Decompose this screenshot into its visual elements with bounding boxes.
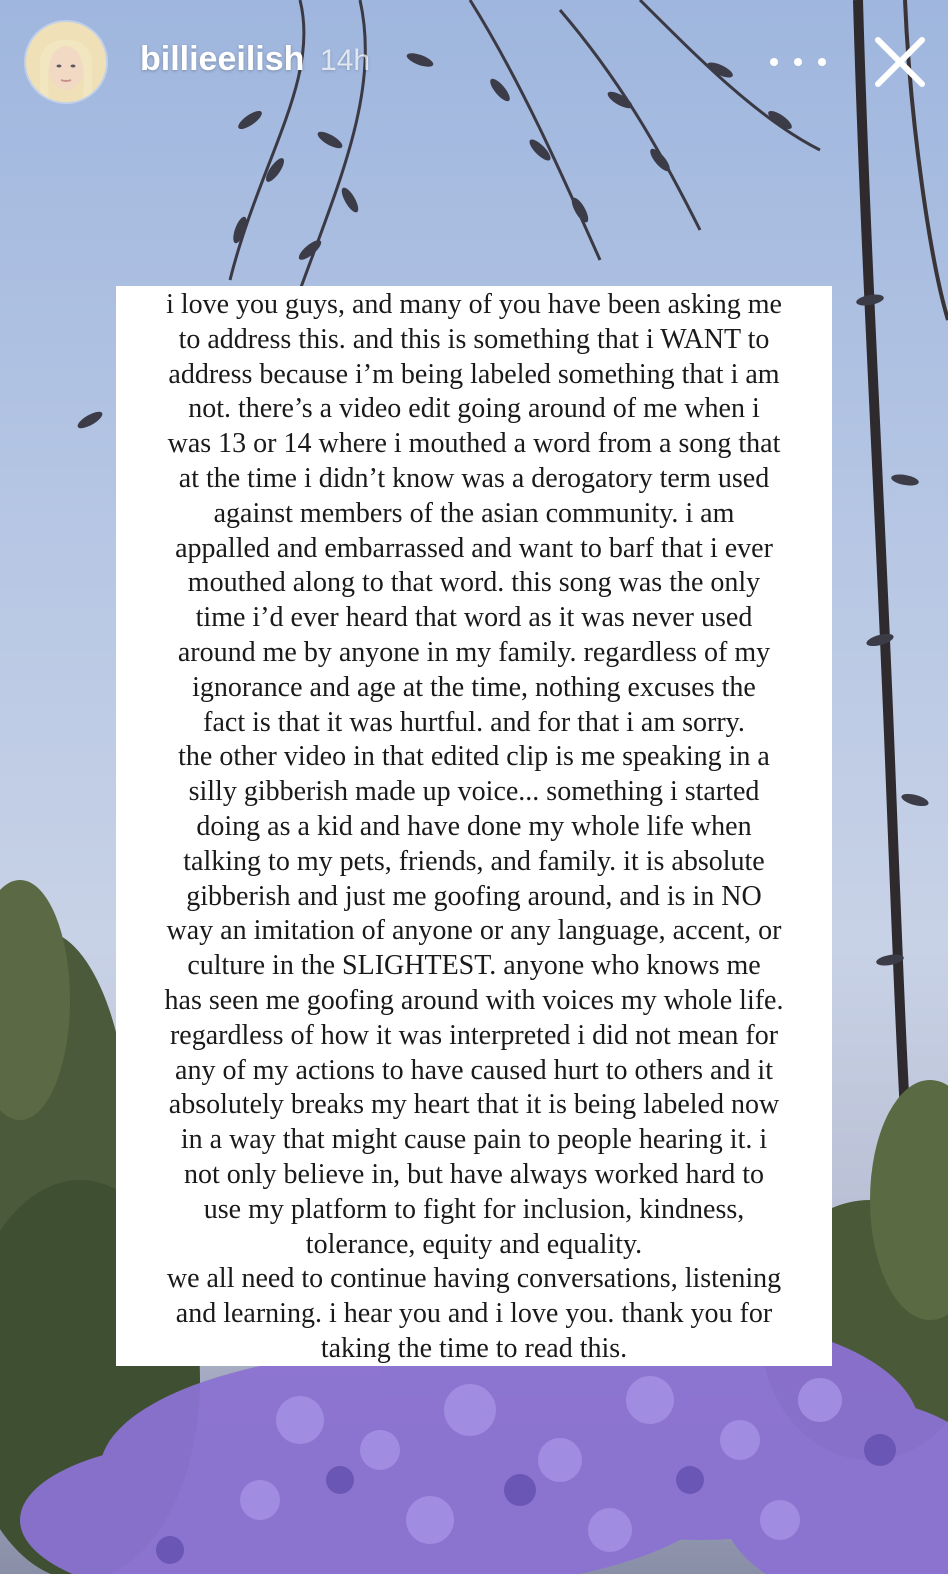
statement-line: around me by anyone in my family. regardless of my	[177, 636, 771, 668]
statement-line: and learning. i hear you and i love you. thank you for	[175, 1298, 773, 1330]
profile-avatar[interactable]	[26, 22, 106, 102]
statement-line: not only believe in, but have always worked hard to	[183, 1158, 765, 1190]
more-horizontal-icon	[770, 58, 778, 66]
statement-line: taking the time to read this.	[320, 1332, 628, 1364]
more-horizontal-icon-dot	[818, 58, 826, 66]
statement-card	[116, 286, 832, 1366]
statement-line: absolutely breaks my heart that it is being labeled now	[168, 1089, 780, 1121]
statement-line: appalled and embarrassed and want to barf that i ever	[175, 532, 773, 564]
statement-line: not. there’s a video edit going around of me when i	[188, 393, 760, 425]
statement-line: ignorance and age at the time, nothing excuses the	[192, 671, 756, 703]
statement-line: fact is that it was hurtful. and for that i am sorry.	[203, 706, 745, 738]
close-x-icon	[868, 30, 932, 94]
statement-line: silly gibberish made up voice... something i started	[188, 776, 760, 808]
statement-line: at the time i didn’t know was a derogatory term used	[178, 462, 770, 494]
statement-line: way an imitation of anyone or any language, accent, or	[166, 915, 782, 947]
statement-line: talking to my pets, friends, and family. it is absolute	[183, 845, 765, 877]
statement-text	[122, 288, 826, 1367]
statement-line: address because i’m being labeled something that i am	[168, 358, 780, 390]
username[interactable]: billieeilish	[140, 40, 305, 78]
statement-line: we all need to continue having conversations, listening	[166, 1263, 782, 1295]
statement-line: mouthed along to that word. this song was the only	[187, 567, 761, 599]
statement-line: time i’d ever heard that word as it was never used	[195, 602, 753, 634]
statement-line: was 13 or 14 where i mouthed a word from a song that	[167, 428, 781, 460]
statement-line: regardless of how it was interpreted i did not mean for	[169, 1019, 779, 1051]
statement-line: any of my actions to have caused hurt to others and it	[175, 1054, 773, 1086]
statement-line: gibberish and just me goofing around, and is in NO	[186, 880, 762, 912]
more-horizontal-icon-dot	[794, 58, 802, 66]
statement-line: in a way that might cause pain to people hearing it. i	[180, 1124, 768, 1156]
statement-line: doing as a kid and have done my whole life when	[196, 810, 752, 842]
avatar-image	[26, 22, 106, 102]
statement-line: has seen me goofing around with voices my whole life.	[164, 984, 784, 1016]
statement-line: against members of the asian community. i am	[213, 497, 735, 529]
statement-line: culture in the SLIGHTEST. anyone who knows me	[187, 950, 761, 982]
close-button[interactable]	[868, 30, 932, 94]
statement-line: to address this. and this is something that i WANT to	[178, 323, 770, 355]
more-options-button[interactable]	[770, 44, 826, 80]
statement-line: use my platform to fight for inclusion, kindness,	[203, 1193, 745, 1225]
story-header	[0, 0, 948, 130]
statement-line: the other video in that edited clip is me speaking in a	[178, 741, 770, 773]
statement-line: i love you guys, and many of you have been asking me	[166, 289, 782, 320]
timestamp: 14h	[320, 44, 371, 77]
statement-line: tolerance, equity and equality.	[305, 1228, 643, 1260]
